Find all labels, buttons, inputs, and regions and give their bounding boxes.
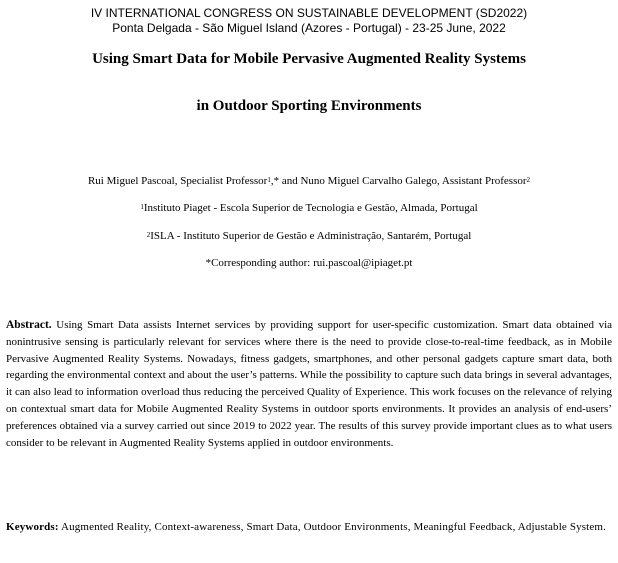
affiliation-1	[0, 201, 618, 215]
affiliation-2	[0, 229, 618, 243]
author-2-affiliation-mark: 2	[526, 176, 531, 184]
affiliation-1-mark: 1	[140, 203, 144, 211]
paper-title-line-2: in Outdoor Sporting Environments	[196, 98, 422, 114]
abstract-text: Using Smart Data assists Internet services by providing support for user-specific customization. Smart data obtained via nonintrusive sensing is particularly relevant for services where there is the need to provide close-to-real-time feedback, as in Mobile Pervasive Augmented Reality Systems. Nowadays, fitness gadgets, smartphones, and other personal gadgets capture smart data, both regarding the environmental context and about the user’s patterns. While the possibility to capture such data brings in several advantages, it can also lead to information overload thus reducing the perceived Quality of Experience. This work focuses on the relevance of relying on contextual smart data for Mobile Augmented Reality Systems in outdoor sports environments. It provides an analysis of end-users’ preferences obtained via a survey carried out since 2019 to 2022 year. The results of this survey provide important clues as to what users consider to be relevant in Augmented Reality Systems applied in outdoor environments.	[6, 319, 613, 449]
author-1-affiliation-mark: 1	[267, 176, 271, 184]
keywords-label: Keywords:	[6, 521, 59, 533]
author-2: ,* and Nuno Miguel Carvalho Galego, Assistant Professor	[270, 175, 527, 187]
author-list	[0, 174, 618, 188]
corresponding-author: *Corresponding author: rui.pascoal@ipiaget.pt	[205, 257, 413, 269]
keywords-text: Augmented Reality, Context-awareness, Smart Data, Outdoor Environments, Meaningful Feedback, Adjustable System.	[60, 521, 607, 533]
author-1: Rui Miguel Pascoal, Specialist Professor	[87, 175, 268, 187]
affiliation-1-text: Instituto Piaget - Escola Superior de Tecnologia e Gestão, Almada, Portugal	[143, 202, 478, 214]
abstract-label: Abstract.	[6, 319, 52, 331]
conference-location: Ponta Delgada - São Miguel Island (Azores - Portugal) - 23-25 June, 2022	[112, 21, 506, 35]
keywords	[6, 518, 612, 536]
affiliation-2-mark: 2	[146, 231, 151, 239]
conference-name: IV INTERNATIONAL CONGRESS ON SUSTAINABLE DEVELOPMENT (SD2022)	[90, 6, 528, 20]
paper-title-line-1: Using Smart Data for Mobile Pervasive Augmented Reality Systems	[92, 51, 526, 67]
affiliation-2-text: ISLA - Instituto Superior de Gestão e Administração, Santarém, Portugal	[150, 230, 472, 242]
abstract	[6, 317, 612, 451]
